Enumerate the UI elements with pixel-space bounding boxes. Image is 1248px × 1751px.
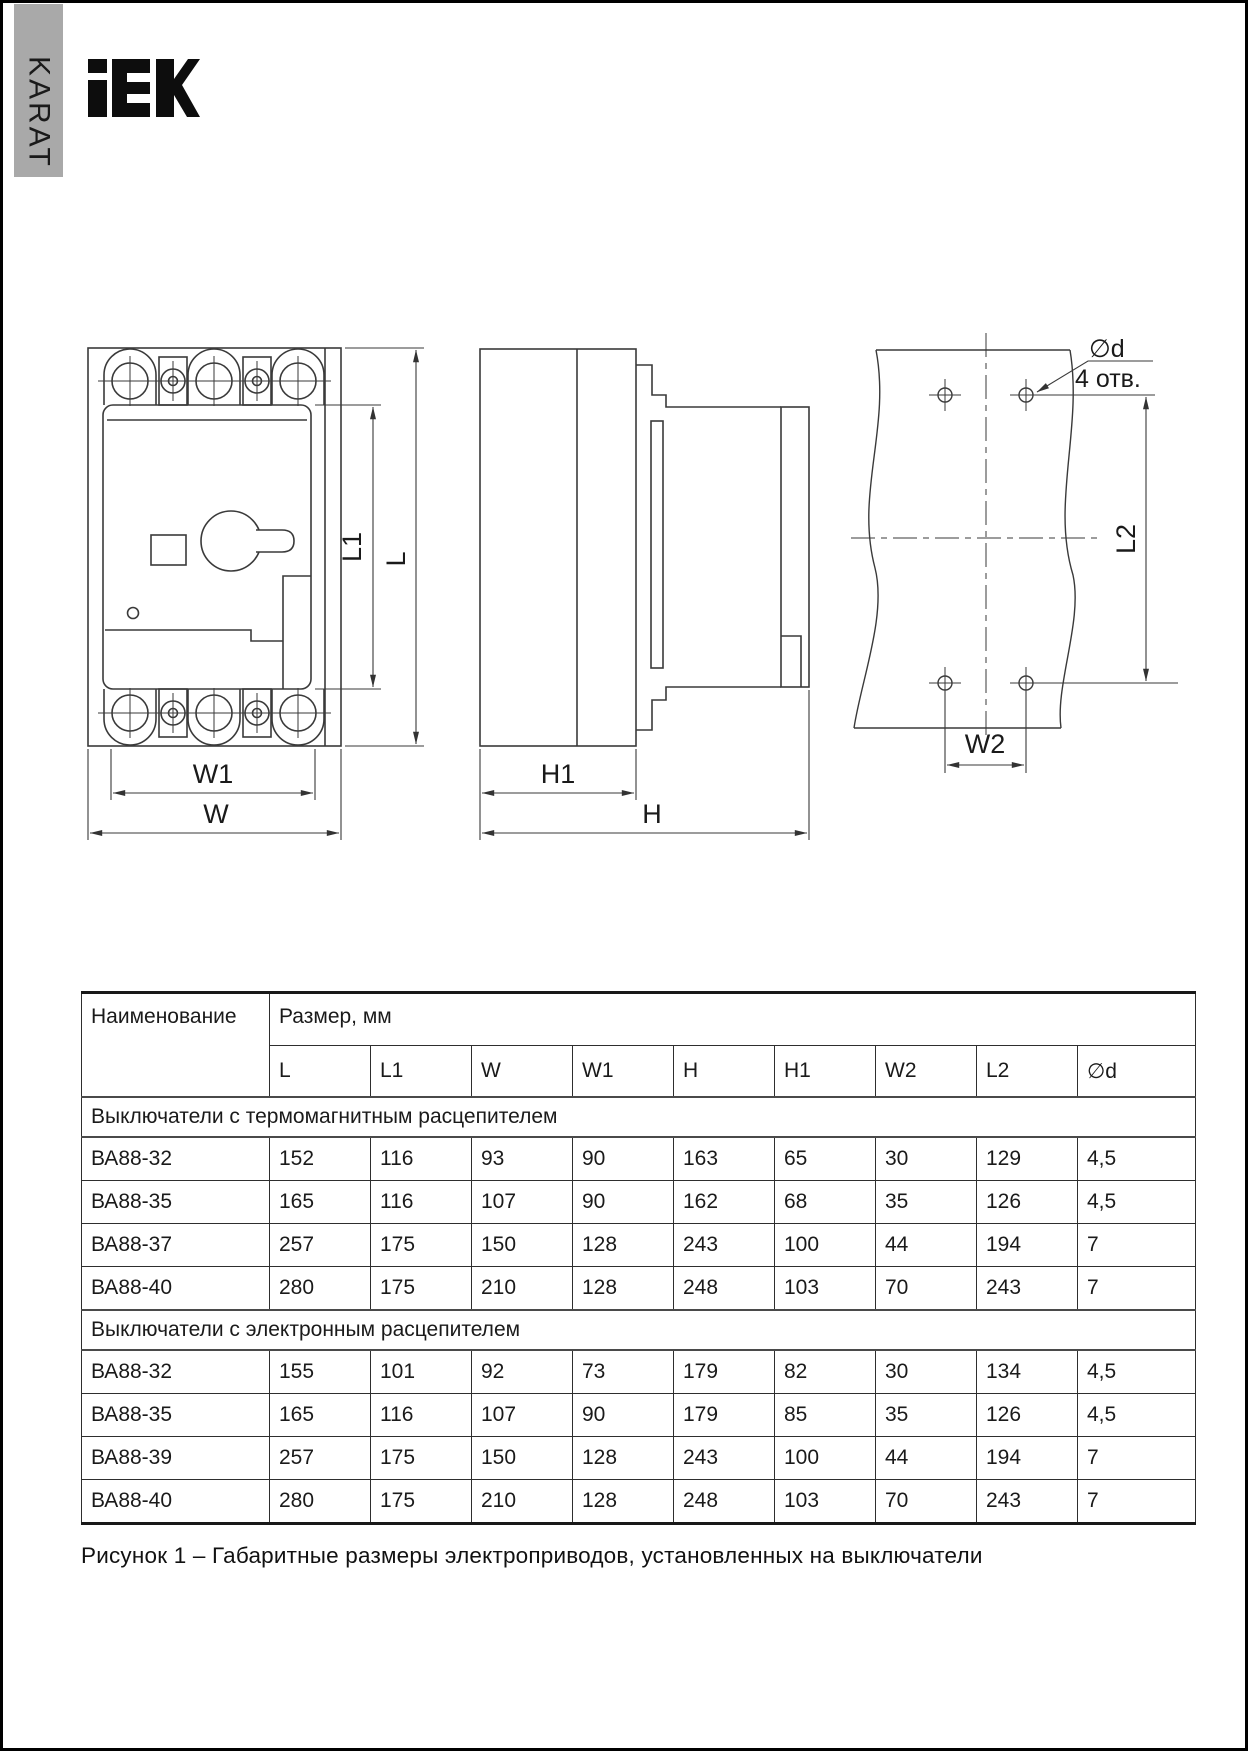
dimension-value-cell: 165 [270, 1394, 371, 1437]
karat-label: KARAT [22, 56, 56, 169]
model-name-cell: ВА88-35 [82, 1181, 270, 1224]
dimension-value-cell: 101 [371, 1350, 472, 1394]
dimension-value-cell: 90 [573, 1394, 674, 1437]
dimension-value-cell: 152 [270, 1137, 371, 1181]
column-header-h1: H1 [775, 1046, 876, 1098]
dimension-value-cell: 44 [876, 1437, 977, 1480]
technical-drawing [3, 3, 1248, 883]
dim-label-w2: W2 [964, 729, 1006, 759]
dimension-value-cell: 129 [977, 1137, 1078, 1181]
dimension-value-cell: 243 [977, 1267, 1078, 1311]
dimension-value-cell: 175 [371, 1437, 472, 1480]
side-view [480, 349, 809, 746]
dimension-value-cell: 4,5 [1078, 1181, 1196, 1224]
dimension-value-cell: 73 [573, 1350, 674, 1394]
dimension-value-cell: 44 [876, 1224, 977, 1267]
dimension-value-cell: 126 [977, 1394, 1078, 1437]
dim-label-h1: H1 [540, 759, 576, 789]
dimension-value-cell: 175 [371, 1480, 472, 1524]
dimension-value-cell: 107 [472, 1181, 573, 1224]
dimension-value-cell: 68 [775, 1181, 876, 1224]
model-name-cell: ВА88-35 [82, 1394, 270, 1437]
dimension-value-cell: 107 [472, 1394, 573, 1437]
dim-label-l: L [381, 551, 411, 567]
dimension-value-cell: 257 [270, 1224, 371, 1267]
dimension-value-cell: 93 [472, 1137, 573, 1181]
model-name-cell: ВА88-37 [82, 1224, 270, 1267]
model-name-cell: ВА88-32 [82, 1350, 270, 1394]
dimension-value-cell: 100 [775, 1224, 876, 1267]
dim-label-diameter: ∅d [1089, 335, 1125, 363]
dimension-value-cell: 30 [876, 1137, 977, 1181]
dimension-value-cell: 179 [674, 1394, 775, 1437]
dimension-value-cell: 4,5 [1078, 1137, 1196, 1181]
dimension-value-cell: 194 [977, 1224, 1078, 1267]
dimension-value-cell: 128 [573, 1224, 674, 1267]
column-header-h: H [674, 1046, 775, 1098]
dimension-value-cell: 126 [977, 1181, 1078, 1224]
dimension-value-cell: 90 [573, 1181, 674, 1224]
dimension-value-cell: 103 [775, 1267, 876, 1311]
dim-label-w: W [203, 799, 229, 829]
dimension-value-cell: 134 [977, 1350, 1078, 1394]
front-view-dimensions [88, 348, 424, 840]
dimension-value-cell: 248 [674, 1267, 775, 1311]
dimension-value-cell: 7 [1078, 1480, 1196, 1524]
dimension-value-cell: 194 [977, 1437, 1078, 1480]
dim-label-w1: W1 [192, 759, 234, 789]
dimension-value-cell: 280 [270, 1480, 371, 1524]
dimension-value-cell: 65 [775, 1137, 876, 1181]
hole-pattern-dimensions [945, 361, 1178, 773]
dimension-value-cell: 35 [876, 1394, 977, 1437]
dimensions-table [81, 991, 1196, 1525]
table-section-row [82, 1310, 1196, 1350]
column-header-w: W [472, 1046, 573, 1098]
dimension-value-cell: 7 [1078, 1437, 1196, 1480]
dimension-value-cell: 35 [876, 1181, 977, 1224]
dimension-value-cell: 4,5 [1078, 1394, 1196, 1437]
table-row [82, 1137, 1196, 1181]
hole-pattern-view [854, 350, 1075, 728]
table-row [82, 1224, 1196, 1267]
dimension-value-cell: 175 [371, 1267, 472, 1311]
dimension-value-cell: 257 [270, 1437, 371, 1480]
dimension-value-cell: 243 [674, 1224, 775, 1267]
figure-caption: Рисунок 1 – Габаритные размеры электроприводов, установленных на выключатели [81, 1543, 983, 1568]
dimension-value-cell: 103 [775, 1480, 876, 1524]
column-header-size: Размер, мм [270, 993, 1196, 1046]
dimension-value-cell: 243 [977, 1480, 1078, 1524]
dimension-value-cell: 155 [270, 1350, 371, 1394]
column-header-w2: W2 [876, 1046, 977, 1098]
dimension-value-cell: 128 [573, 1267, 674, 1311]
table-row [82, 1480, 1196, 1524]
dimension-value-cell: 7 [1078, 1224, 1196, 1267]
model-name-cell: ВА88-40 [82, 1480, 270, 1524]
dimension-value-cell: 82 [775, 1350, 876, 1394]
dimension-value-cell: 165 [270, 1181, 371, 1224]
table-row [82, 1394, 1196, 1437]
table-row [82, 1437, 1196, 1480]
dimension-value-cell: 128 [573, 1480, 674, 1524]
column-header-name: Наименование [82, 993, 270, 1098]
column-header-d: ∅d [1078, 1046, 1196, 1098]
dimension-value-cell: 70 [876, 1480, 977, 1524]
dimension-value-cell: 90 [573, 1137, 674, 1181]
table-row [82, 1350, 1196, 1394]
dimension-value-cell: 100 [775, 1437, 876, 1480]
model-name-cell: ВА88-40 [82, 1267, 270, 1311]
dimension-value-cell: 70 [876, 1267, 977, 1311]
dimension-value-cell: 128 [573, 1437, 674, 1480]
dimension-value-cell: 4,5 [1078, 1350, 1196, 1394]
dimension-value-cell: 175 [371, 1224, 472, 1267]
table-row [82, 1181, 1196, 1224]
dimension-value-cell: 162 [674, 1181, 775, 1224]
dimension-value-cell: 243 [674, 1437, 775, 1480]
dim-label-l2: L2 [1111, 523, 1141, 555]
table-row [82, 1267, 1196, 1311]
dimension-value-cell: 210 [472, 1267, 573, 1311]
model-name-cell: ВА88-39 [82, 1437, 270, 1480]
dimension-value-cell: 163 [674, 1137, 775, 1181]
dimension-value-cell: 280 [270, 1267, 371, 1311]
dimension-value-cell: 150 [472, 1224, 573, 1267]
dim-label-l1: L1 [337, 531, 367, 563]
column-header-l2: L2 [977, 1046, 1078, 1098]
dimension-value-cell: 116 [371, 1181, 472, 1224]
column-header-w1: W1 [573, 1046, 674, 1098]
dimension-value-cell: 30 [876, 1350, 977, 1394]
table-section-title: Выключатели с термомагнитным расцепителем [82, 1097, 1196, 1137]
dim-label-h: H [642, 799, 662, 829]
dimension-value-cell: 7 [1078, 1267, 1196, 1311]
dimension-value-cell: 116 [371, 1394, 472, 1437]
holes-count-note: 4 отв. [1075, 365, 1141, 393]
model-name-cell: ВА88-32 [82, 1137, 270, 1181]
dimension-value-cell: 85 [775, 1394, 876, 1437]
dimension-value-cell: 210 [472, 1480, 573, 1524]
dimension-value-cell: 116 [371, 1137, 472, 1181]
dimension-value-cell: 150 [472, 1437, 573, 1480]
dimension-value-cell: 248 [674, 1480, 775, 1524]
dimensions-table-body [82, 1097, 1196, 1524]
dimension-value-cell: 92 [472, 1350, 573, 1394]
column-header-l: L [270, 1046, 371, 1098]
table-section-title: Выключатели с электронным расцепителем [82, 1310, 1196, 1350]
table-section-row [82, 1097, 1196, 1137]
dimension-value-cell: 179 [674, 1350, 775, 1394]
column-header-l1: L1 [371, 1046, 472, 1098]
front-view [88, 348, 341, 746]
